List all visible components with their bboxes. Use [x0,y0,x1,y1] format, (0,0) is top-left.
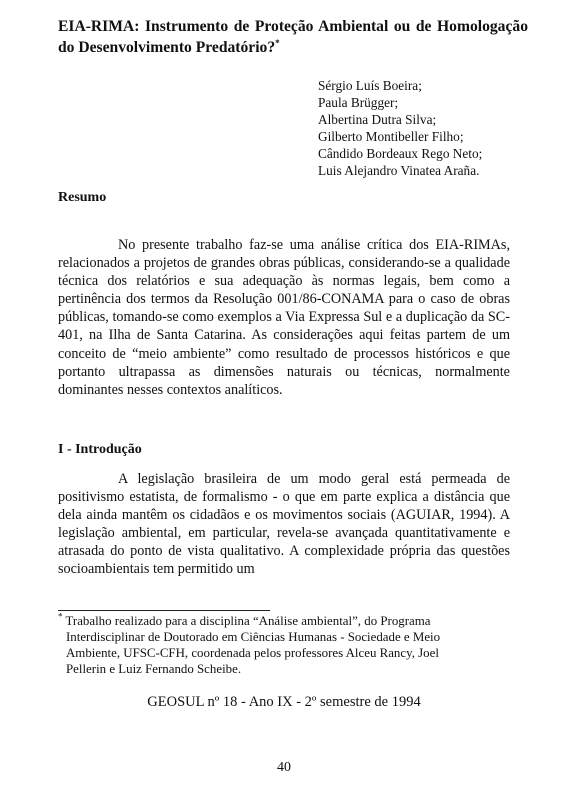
abstract-text: No presente trabalho faz-se uma análise crítica dos EIA-RIMAs, relacionados a projetos de grandes obras públicas, considerando-se a qualidade técnica dos relatórios e sua adequação às normas legais, bem como a pertinência dos termos da Resolução 001/86-CONAMA para o caso de obras públicas, tomando-se como exemplos a Via Expressa Sul e a duplicação da SC-401, na Ilha de Santa Catarina. As considerações aqui feitas partem de um conceito de “meio ambiente” como resultado de processos históricos e que portanto ultrapassa as dimensões naturais ou técnicas, normalmente dominantes nesses contextos analíticos. [58,237,510,398]
title-text: EIA-RIMA: Instrumento de Proteção Ambiental ou de Homologação do Desenvolvimento Predatório? [58,18,528,56]
footnote-marker: * [58,611,63,622]
footnote-line: Ambiente, UFSC-CFH, coordenada pelos professores Alceu Rancy, Joel [66,646,439,660]
author-name: Luis Alejandro Vinatea Araña. [318,163,480,178]
title-footnote-marker: * [275,37,280,48]
footnote-divider [58,610,270,611]
abstract-paragraph [58,236,510,399]
introduction-heading: I - Introdução [58,442,142,457]
footnote-line [58,613,508,629]
footnote-line-text: Trabalho realizado para a disciplina “Análise ambiental”, do Programa [65,614,431,628]
footnote [58,613,508,677]
author-name: Gilberto Montibeller Filho; [318,129,464,144]
page-number: 40 [277,760,291,775]
author-name: Sérgio Luís Boeira; [318,78,422,93]
abstract-heading: Resumo [58,190,107,205]
journal-citation: GEOSUL nº 18 - Ano IX - 2º semestre de 1994 [147,694,421,710]
author-name: Paula Brügger; [318,95,399,110]
footnote-line: Pellerin e Luiz Fernando Scheibe. [66,662,242,676]
author-name: Albertina Dutra Silva; [318,112,437,127]
footnote-line: Interdisciplinar de Doutorado em Ciências Humanas - Sociedade e Meio [66,630,441,644]
introduction-paragraph [58,470,510,579]
author-name: Cândido Bordeaux Rego Neto; [318,146,483,161]
introduction-text: A legislação brasileira de um modo geral está permeada de positivismo estatista, de formalismo - o que em parte explica a distância que dela ainda mantêm os cidadãos e os movimentos sociais (AGUIAR, 1994). A legislação ambiental, em particular, revela-se avançada quantitativamente e atrasada do ponto de vista qualitativo. A complexidade própria das questões socioambientais tem permitido um [58,471,510,578]
author-list [318,77,482,179]
article-title [58,16,528,58]
